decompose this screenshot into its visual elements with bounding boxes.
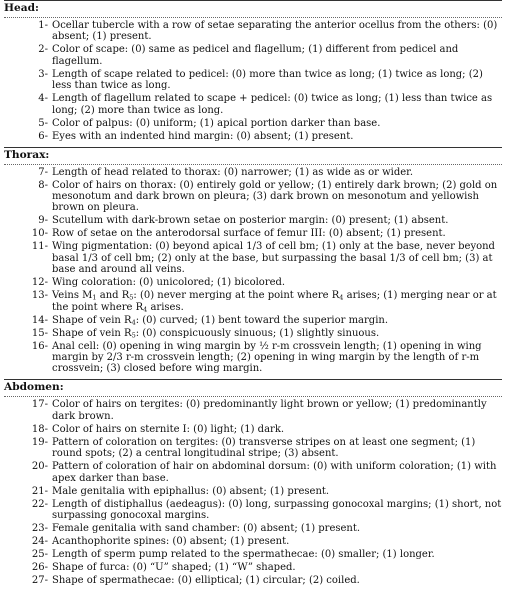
section-head xyxy=(4,0,502,147)
character-number: 21- xyxy=(31,485,48,497)
character-number: 26- xyxy=(31,562,48,574)
character-number: 16- xyxy=(31,340,48,352)
character-list xyxy=(4,167,502,375)
character-number: 12- xyxy=(31,277,48,289)
character-item xyxy=(4,562,502,573)
character-description: Eyes with an indented hind margin: (0) absent; (1) present. xyxy=(52,130,354,142)
character-item xyxy=(4,167,502,178)
character-item xyxy=(4,424,502,435)
character-number: 23- xyxy=(31,523,48,535)
character-item xyxy=(4,241,502,275)
character-item xyxy=(4,180,502,214)
character-number: 17- xyxy=(31,399,48,411)
character-item xyxy=(4,499,502,522)
character-description: Pattern of coloration of hair on abdominal dorsum: (0) with uniform coloration; (1) with apex darker than base. xyxy=(52,461,497,484)
character-list xyxy=(4,20,502,142)
character-number: 14- xyxy=(31,314,48,326)
character-item xyxy=(4,341,502,375)
character-description xyxy=(52,315,502,326)
description-fragment: Veins M xyxy=(52,290,93,302)
character-item xyxy=(4,131,502,142)
character-item xyxy=(4,315,502,326)
character-item xyxy=(4,575,502,586)
character-item xyxy=(4,486,502,497)
character-description: Ocellar tubercle with a row of setae separating the anterior ocellus from the others: (0) absent; (1) present. xyxy=(52,20,498,43)
subscript-text: 4 xyxy=(143,305,148,314)
character-number: 20- xyxy=(31,461,48,473)
character-description: Row of setae on the anterodorsal surface of femur III: (0) absent; (1) present. xyxy=(52,228,446,240)
character-item xyxy=(4,44,502,67)
character-list xyxy=(4,399,502,586)
section-title: Thorax: xyxy=(4,148,50,161)
description-fragment: : (0) never merging at the point where R xyxy=(133,290,340,302)
section-dotted-rule xyxy=(4,164,502,165)
character-description: Length of head related to thorax: (0) narrower; (1) as wide as or wider. xyxy=(52,166,414,178)
character-item xyxy=(4,328,502,339)
character-item xyxy=(4,290,502,313)
subscript-text: 5 xyxy=(131,331,136,340)
character-item xyxy=(4,118,502,129)
character-number: 9- xyxy=(38,215,48,227)
character-number: 1- xyxy=(38,20,48,31)
character-item xyxy=(4,69,502,92)
description-fragment: arises; (1) merging near or at the point where R xyxy=(52,290,497,313)
character-description: Male genitalia with epiphallus: (0) absent; (1) present. xyxy=(52,485,330,497)
character-item xyxy=(4,549,502,560)
character-description: Color of hairs on thorax: (0) entirely gold or yellow; (1) entirely dark brown; (2) gold on mesonotum and dark brown on pleura; (3) dark brown on mesonotum and yellowish brown on pleura. xyxy=(52,179,498,214)
character-number: 24- xyxy=(31,536,48,548)
character-description: Shape of spermathecae: (0) elliptical; (1) circular; (2) coiled. xyxy=(52,575,360,587)
section-thorax xyxy=(4,147,502,380)
subscript-text: 4 xyxy=(131,318,136,327)
character-description: Shape of furca: (0) “U” shaped; (1) “W” shaped. xyxy=(52,562,296,574)
description-fragment: arises. xyxy=(147,301,184,313)
character-number: 27- xyxy=(31,575,48,587)
character-description: Wing coloration: (0) unicolored; (1) bicolored. xyxy=(52,277,286,289)
character-description: Color of palpus: (0) uniform; (1) apical portion darker than base. xyxy=(52,117,381,129)
character-item xyxy=(4,536,502,547)
character-description: Female genitalia with sand chamber: (0) absent; (1) present. xyxy=(52,523,361,535)
section-dotted-rule xyxy=(4,396,502,397)
character-number: 6- xyxy=(38,130,48,142)
character-item xyxy=(4,399,502,422)
character-number: 15- xyxy=(31,327,48,339)
character-number: 5- xyxy=(38,117,48,129)
character-description: Anal cell: (0) opening in wing margin by ½ r-m crossvein length; (1) opening in wing margin by 2/3 r-m crossvein length; (2) opening in wing margin by the length of r-m crossvein; (3) closed before wing margin. xyxy=(52,340,482,375)
character-description xyxy=(52,290,502,313)
character-description: Scutellum with dark-brown setae on posterior margin: (0) present; (1) absent. xyxy=(52,215,449,227)
description-fragment: and R xyxy=(96,290,130,302)
character-number: 7- xyxy=(38,166,48,178)
character-number: 13- xyxy=(31,290,48,302)
character-description: Color of hairs on sternite I: (0) light; (1) dark. xyxy=(52,423,285,435)
section-dotted-rule xyxy=(4,17,502,18)
character-description: Pattern of coloration on tergites: (0) transverse stripes on at least one segment; (1) round spots; (2) a central longitudinal stripe; (3) absent. xyxy=(52,436,476,460)
description-fragment: : (0) curved; (1) bent toward the superior margin. xyxy=(135,314,389,326)
character-description: Length of distiphallus (aedeagus): (0) long, surpassing gonocoxal margins; (1) short, not surpassing gonocoxal margins. xyxy=(52,498,502,522)
character-description: Length of scape related to pedicel: (0) more than twice as long; (1) twice as long; (2) less than twice as long. xyxy=(52,68,483,92)
character-item xyxy=(4,93,502,116)
description-fragment: Shape of vein R xyxy=(52,314,132,326)
character-number: 22- xyxy=(31,498,48,510)
character-description: Color of scape: (0) same as pedicel and flagellum; (1) different from pedicel and flagellum. xyxy=(52,44,459,67)
character-number: 25- xyxy=(31,549,48,561)
subscript-text: 5 xyxy=(129,293,134,302)
character-number: 18- xyxy=(31,423,48,435)
description-fragment: : (0) conspicuously sinuous; (1) slightly sinuous. xyxy=(135,327,380,339)
character-item xyxy=(4,461,502,484)
character-description: Wing pigmentation: (0) beyond apical 1/3 of cell bm; (1) only at the base, never beyond basal 1/3 of cell bm; (2) only at the base, but surpassing the basal 1/3 of cell bm; (3) at base and around all veins. xyxy=(52,241,495,276)
character-description: Color of hairs on tergites: (0) predominantly light brown or yellow; (1) predominantly dark brown. xyxy=(52,399,487,422)
character-number: 10- xyxy=(31,228,48,240)
character-item xyxy=(4,277,502,288)
character-description: Length of sperm pump related to the spermathecae: (0) smaller; (1) longer. xyxy=(52,549,435,561)
sections-container xyxy=(4,0,502,591)
description-fragment: Shape of vein R xyxy=(52,327,132,339)
subscript-text: 4 xyxy=(339,293,344,302)
subscript-text: 1 xyxy=(92,293,97,302)
section-title: Head: xyxy=(4,2,39,14)
character-number: 19- xyxy=(31,436,48,448)
character-number: 4- xyxy=(38,93,48,105)
character-description: Length of flagellum related to scape + pedicel: (0) twice as long; (1) less than twice as long; (2) more than twice as long. xyxy=(52,93,493,116)
character-number: 11- xyxy=(31,241,48,253)
section-title: Abdomen: xyxy=(4,381,64,394)
character-number: 3- xyxy=(38,68,48,80)
character-description: Acanthophorite spines: (0) absent; (1) present. xyxy=(52,536,290,548)
character-item xyxy=(4,228,502,239)
character-description xyxy=(52,328,502,339)
character-item xyxy=(4,437,502,460)
character-number: 8- xyxy=(38,179,48,191)
section-abdomen xyxy=(4,379,502,591)
character-number: 2- xyxy=(38,44,48,56)
character-item xyxy=(4,20,502,43)
character-item xyxy=(4,523,502,534)
character-item xyxy=(4,215,502,226)
